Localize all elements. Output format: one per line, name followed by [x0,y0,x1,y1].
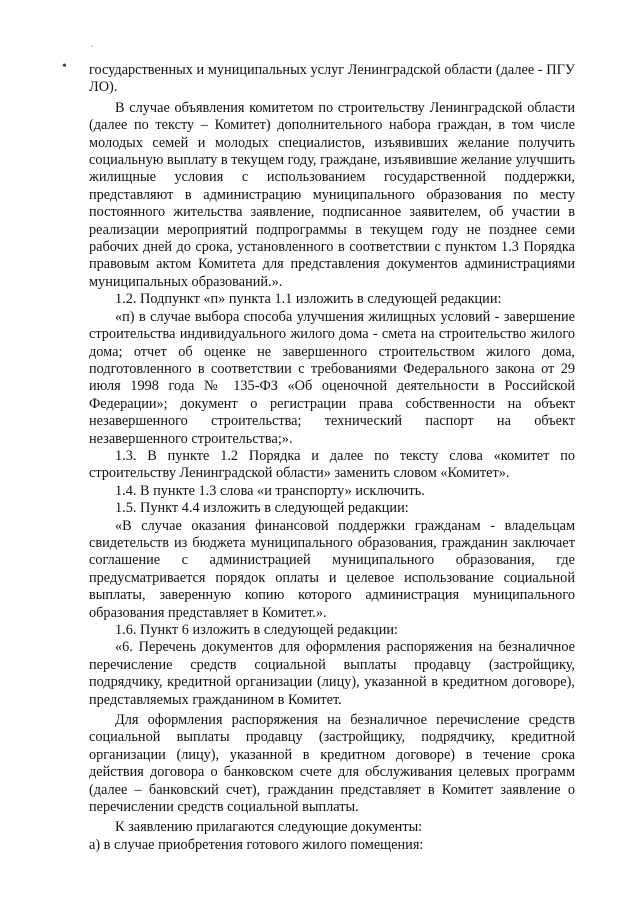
paragraph-additional-enrollment: В случае объявления комитетом по строительству Ленинградской области (далее по тексту – Комитет) дополнительного набора граждан, в том числе молодых семей и молодых специалистов, изъявивших желание получить социальную выплату в текущем году, граждане, изъявившие желание улучшить жилищные условия с использованием государственной поддержки, представляют в администрацию муниципального образования по месту постоянного жительства заявление, подписанное заявителем, об участии в реализации мероприятий подпрограммы в текущем году не позднее семи рабочих дней до срока, установленного в соответствии с пунктом 1.3 Порядка правовым актом Комитета для представления документов администрациями муниципальных образований.». [89,99,575,290]
paragraph-item-1-6: 1.6. Пункт 6 изложить в следующей редакции: [115,622,398,638]
paragraph-item-1-4: 1.4. В пункте 1.3 слова «и транспорту» исключить. [115,482,425,499]
paragraph-attachments: К заявлению прилагаются следующие документы: [115,819,423,836]
document-body [89,62,575,854]
paragraph-transfer-order: Для оформления распоряжения на безналичное перечисление средств социальной выплаты продавцу (застройщику, подрядчику, кредитной организации (лицу), указанной в кредитном договоре) в течение срока действия договора о банковском счете для обслуживания целевых программ (далее – банковский счет), гражданин представляет в Комитет заявление о перечислении средств социальной выплаты. [89,712,575,816]
scan-artifact-dot: • [62,59,67,74]
paragraph-item-1-2: 1.2. Подпункт «п» пункта 1.1 изложить в следующей редакции: [115,291,502,308]
paragraph-subitem-a: а) в случае приобретения готового жилого помещения: [89,836,424,853]
scan-artifact-mark: ˋ [90,45,94,56]
paragraph-item-4-4-text: «В случае оказания финансовой поддержки гражданам - владельцам свидетельств из бюджета муниципального образования, гражданин заключает соглашение с администрацией муниципального образования, где предусматривается порядок оплаты и целевое использование социальной выплаты, заверенную копию которого администрация муниципального образования представляет в Комитет.». [89,517,575,621]
paragraph-subitem-p: «п) в случае выбора способа улучшения жилищных условий - завершение строительства индивидуального жилого дома - смета на строительство жилого дома; отчет об оценке не завершенного строительством жилого дома, подготовленного в соответствии с требованиями Федерального закона от 29 июля 1998 года № 135-ФЗ «Об оценочной деятельности в Российской Федерации»; документ о регистрации права собственности на объект незавершенного строительства; технический паспорт на объект незавершенного строительства;». [89,308,575,447]
paragraph-continuation: государственных и муниципальных услуг Ленинградской области (далее - ПГУ ЛО). [89,62,575,96]
paragraph-item-6-heading: «6. Перечень документов для оформления распоряжения на безналичное перечисление средств социальной выплаты продавцу (застройщику, подрядчику, кредитной организации (лицу), указанной в кредитном договоре), представляемых гражданином в Комитет. [89,639,575,708]
paragraph-item-1-3: 1.3. В пункте 1.2 Порядка и далее по тексту слова «комитет по строительству Ленинградской области» заменить словом «Комитет». [89,447,575,482]
paragraph-item-1-5: 1.5. Пункт 4.4 изложить в следующей редакции: [115,500,409,517]
